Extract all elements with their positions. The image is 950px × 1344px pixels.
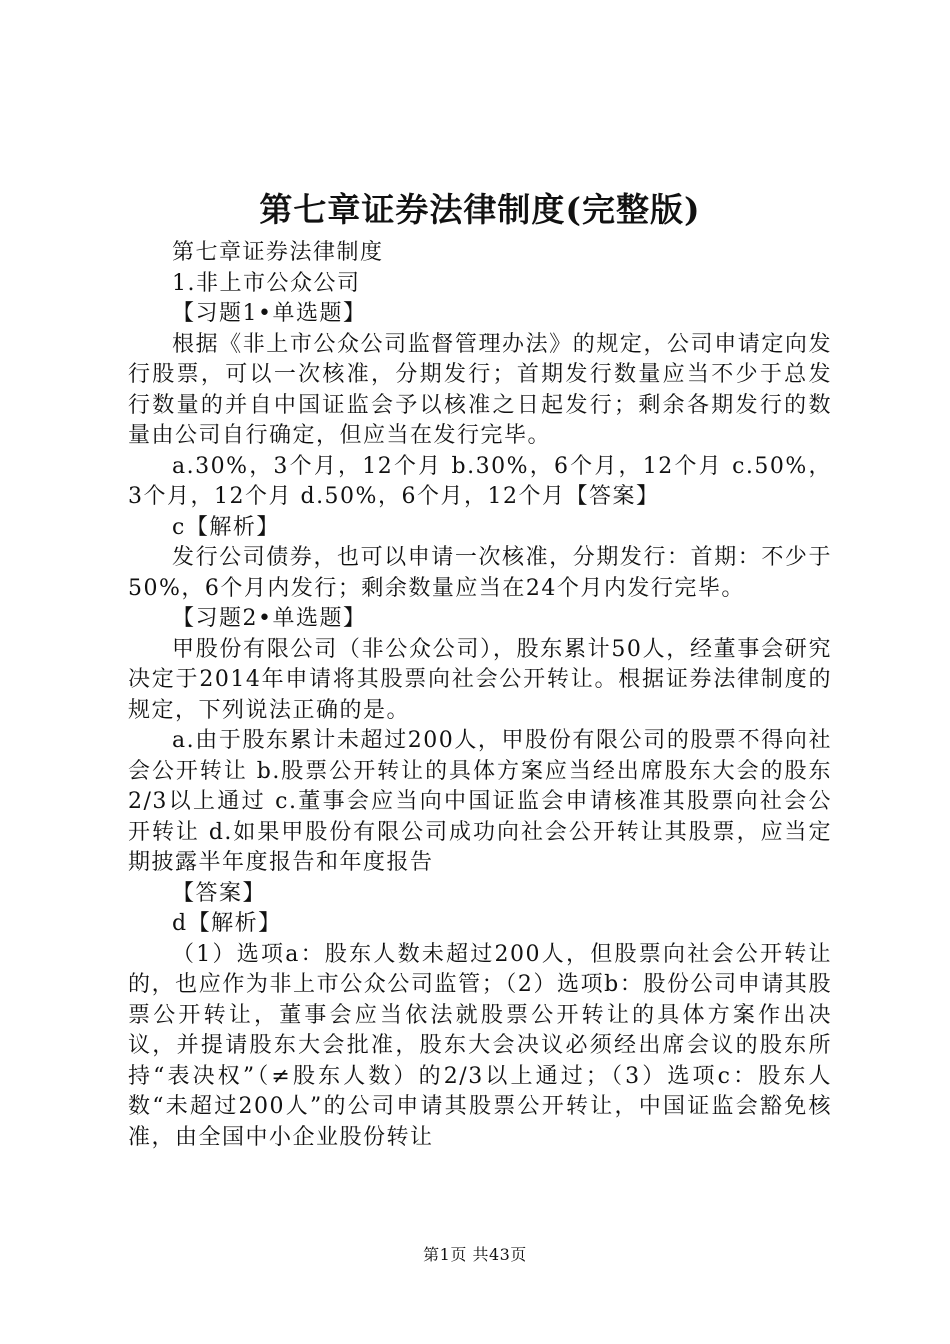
exercise-2-answer: d【解析】 xyxy=(172,911,282,936)
exercise-1-answer: c【解析】 xyxy=(172,514,280,540)
document-page xyxy=(128,188,832,1153)
exercise-2-label: 【习题2•单选题】 xyxy=(172,606,367,631)
chapter-heading: 第七章证券法律制度 xyxy=(172,240,384,265)
exercise-2-explanation: （1）选项a：股东人数未超过200人，但股票向社会公开转让的，也应作为非上市公众公司监管；（2）选项b：股份公司申请其股票公开转让，董事会应当依法就股票公开转让的具体方案作出决议，并提请股东大会批准，股东大会决议必须经出席会议的股东所持“表决权”（≠股东人数）的2/3以上通过；（3）选项c：股东人数“未超过200人”的公司申请其股票公开转让，中国证监会豁免核准，由全国中小企业股份转让 xyxy=(128,941,832,1150)
exercise-1-question: 根据《非上市公众公司监督管理办法》的规定，公司申请定向发行股票，可以一次核准，分期发行；首期发行数量应当不少于总发行数量的并自中国证监会予以核准之日起发行；剩余各期发行的数量由公司自行确定，但应当在发行完毕。 xyxy=(128,331,832,448)
exercise-1-options: a.30%，3个月，12个月 b.30%，6个月，12个月 c.50%，3个月，12个月 d.50%，6个月，12个月【答案】 xyxy=(128,453,832,509)
exercise-2-question: 甲股份有限公司（非公众公司），股东累计50人，经董事会研究决定于2014年申请将其股票向社会公开转让。根据证券法律制度的规定，下列说法正确的是。 xyxy=(128,636,832,723)
exercise-1-label: 【习题1•单选题】 xyxy=(172,301,367,326)
exercise-2-answer-label: 【答案】 xyxy=(172,880,267,906)
exercise-1-explanation: 发行公司债券，也可以申请一次核准，分期发行：首期：不少于50%，6个月内发行；剩余数量应当在24个月内发行完毕。 xyxy=(128,545,832,601)
section-heading: 1.非上市公众公司 xyxy=(172,270,361,296)
page-footer: 第1页 共43页 xyxy=(423,1245,527,1264)
exercise-2-options: a.由于股东累计未超过200人，甲股份有限公司的股票不得向社会公开转让 b.股票公开转让的具体方案应当经出席股东大会的股东2/3以上通过 c.董事会应当向中国证监会申请核准其股票向社会公开转让 d.如果甲股份有限公司成功向社会公开转让其股票，应当定期披露半年度报告和年度报告 xyxy=(128,728,832,875)
document-title: 第七章证券法律制度(完整版) xyxy=(259,190,701,229)
